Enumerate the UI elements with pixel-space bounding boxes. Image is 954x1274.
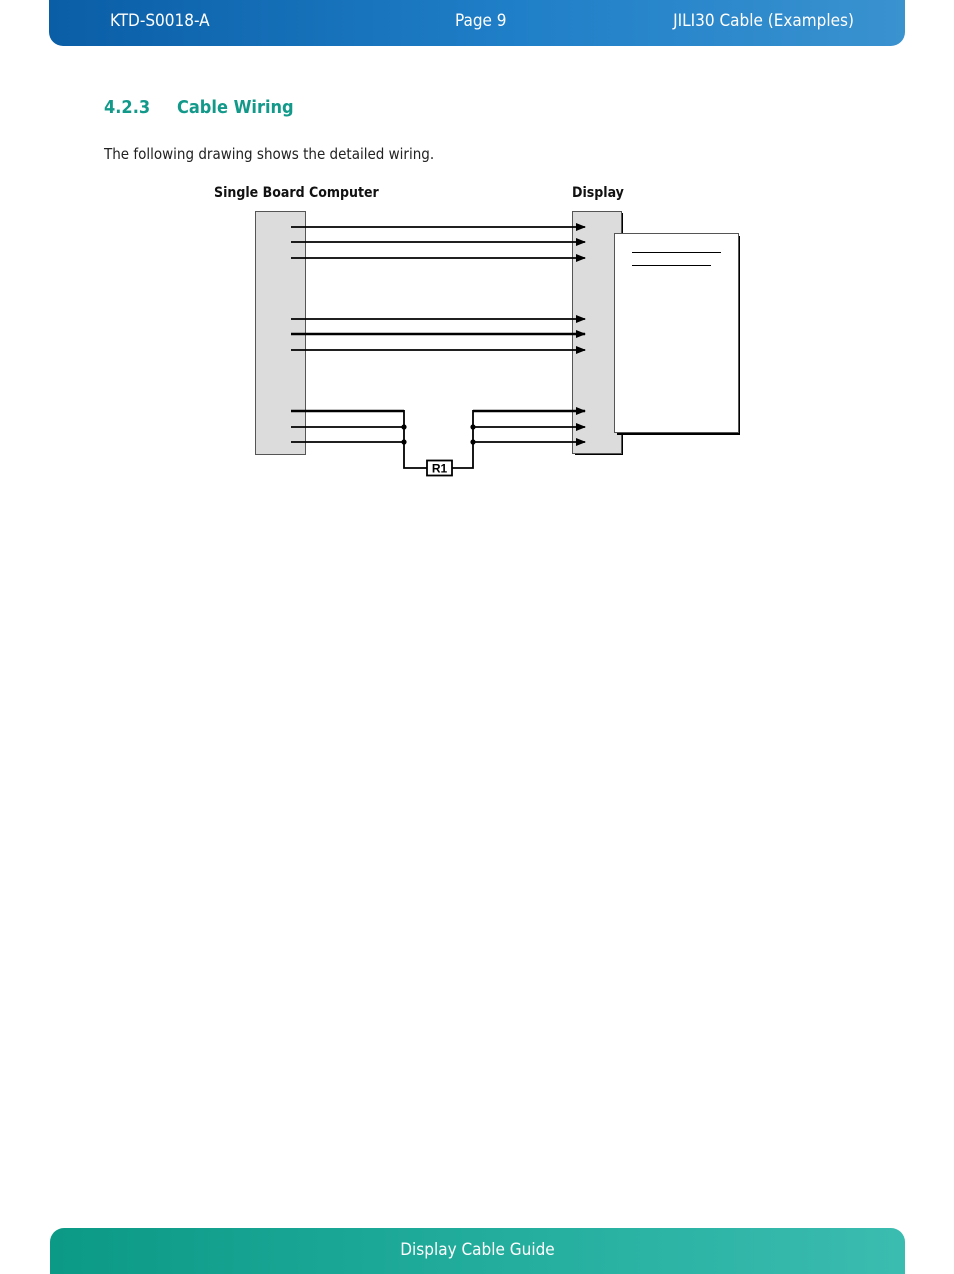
resistor-label: R1: [431, 461, 448, 476]
intro-paragraph: The following drawing shows the detailed wiring.: [104, 145, 435, 163]
section-title: Cable Wiring: [177, 97, 294, 118]
display-panel: [615, 234, 741, 436]
page-number: Page 9: [455, 11, 507, 31]
chapter-title: JILI30 Cable (Examples): [673, 11, 854, 31]
section-number: 4.2.3: [104, 97, 151, 118]
wire-group-3: [291, 410, 585, 468]
wire-group-1: [291, 227, 585, 258]
wire-group-2: [291, 319, 585, 350]
document-id: KTD-S0018-A: [110, 11, 210, 31]
footer-title: Display Cable Guide: [400, 1240, 555, 1260]
page-footer: [50, 1228, 905, 1274]
resistor-r1: [427, 461, 452, 476]
junction-dots: [401, 424, 475, 444]
sbc-label: Single Board Computer: [214, 185, 379, 201]
display-label: Display: [572, 185, 624, 201]
